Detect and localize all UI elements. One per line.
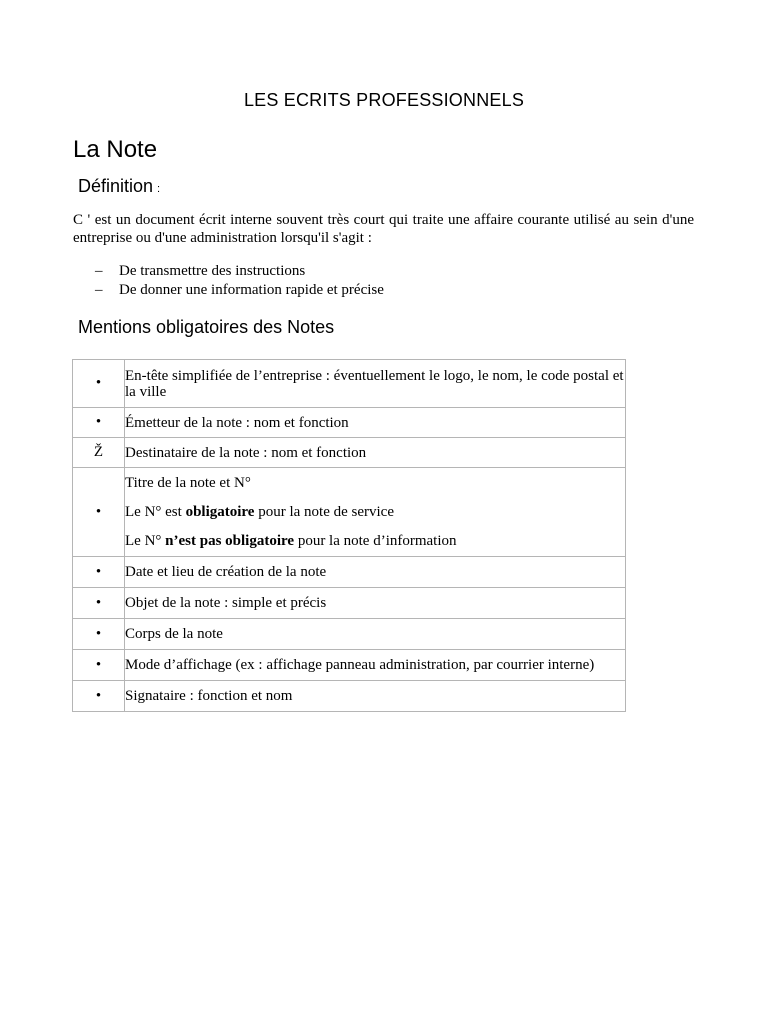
dash-list [95,262,384,300]
definition-heading [78,176,160,197]
table-row [73,408,626,438]
definition-paragraph: C ' est un document écrit interne souvent très court qui traite une affaire courante utilisé au sein d'une entreprise ou d'une administration lorsqu'il s'agit : [73,212,694,246]
section-heading: La Note [73,136,158,163]
row-text: Signataire : fonction et nom [125,681,626,712]
dash-marker: – [95,263,103,279]
row-line-prefix: Le N° est [125,504,186,520]
mentions-heading: Mentions obligatoires des Notes [78,317,335,337]
table-row [73,588,626,619]
row-bullet: • [73,557,125,588]
row-bullet: • [73,588,125,619]
table-row [73,619,626,650]
row-bullet: • [73,408,125,438]
row-text [125,468,626,557]
table-row [73,468,626,557]
mentions-table [72,359,626,712]
row-bullet: Ž [73,438,125,468]
row-line-bold: n’est pas obligatoire [165,533,295,549]
row-bullet: • [73,360,125,408]
row-text: Mode d’affichage (ex : affichage panneau administration, par courrier interne) [125,650,626,681]
definition-colon: : [157,183,161,195]
row-bullet: • [73,681,125,712]
dash-marker: – [95,282,103,298]
table-row [73,681,626,712]
list-item [95,281,384,300]
table-row [73,650,626,681]
table-row [73,438,626,468]
row-line-bold: obligatoire [185,504,255,520]
row-text: Objet de la note : simple et précis [125,588,626,619]
row-text: Émetteur de la note : nom et fonction [125,408,626,438]
row-line-prefix: Le N° [125,533,166,549]
row-bullet: • [73,650,125,681]
row-line-suffix: pour la note de service [254,504,394,520]
list-item-text: De donner une information rapide et précise [119,282,384,298]
row-line-suffix: pour la note d’information [294,533,457,549]
row-bullet: • [73,468,125,557]
document-title: LES ECRITS PROFESSIONNELS [243,90,525,110]
row-text: Destinataire de la note : nom et fonction [125,438,626,468]
table-row [73,360,626,408]
row-bullet: • [73,619,125,650]
definition-heading-label: Définition [78,176,154,196]
row-line [125,504,625,520]
list-item-text: De transmettre des instructions [119,263,306,279]
row-line [125,533,625,549]
row-text: Date et lieu de création de la note [125,557,626,588]
row-text: Corps de la note [125,619,626,650]
row-text: En-tête simplifiée de l’entreprise : éventuellement le logo, le nom, le code postal et la ville [125,360,626,408]
table-row [73,557,626,588]
row-line: Titre de la note et N° [125,475,251,491]
list-item [95,262,384,281]
